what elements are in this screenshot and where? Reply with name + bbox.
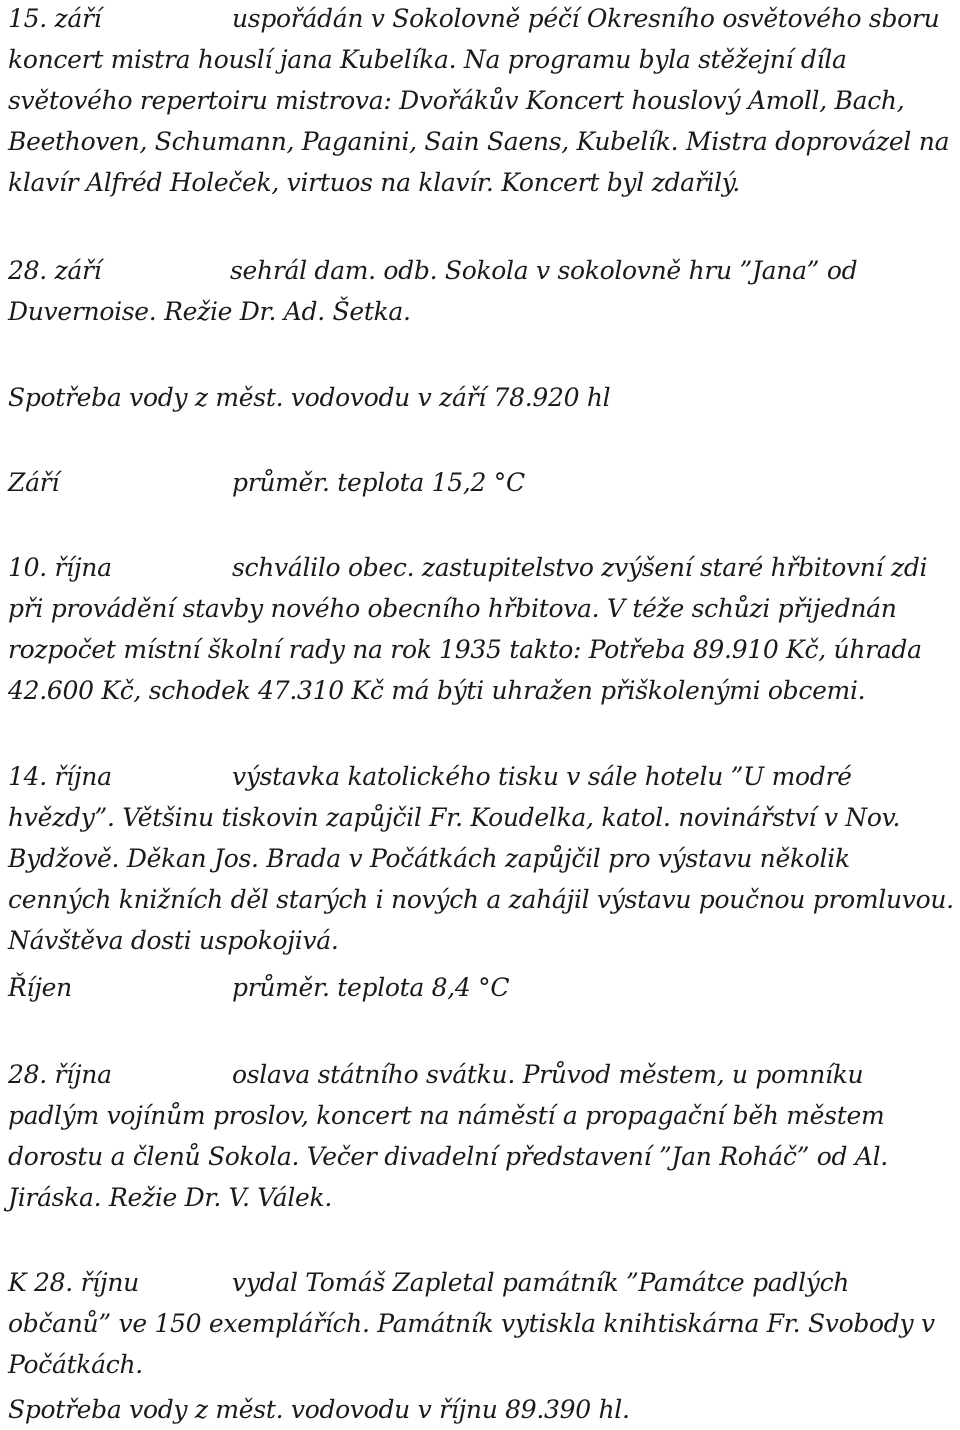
entry-text: průměr. teplota 8,4 °C <box>232 973 510 1002</box>
entry-date: 28. září <box>8 256 102 285</box>
entry-text: oslava státního svátku. Průvod městem, u pomníku padlým vojínům proslov, koncert na náměstí a propagační běh městem dorostu a členů Sokola. Večer divadelní představení ”Jan Roháč” od Al. Jiráska. Režie Dr. V. Válek. <box>8 1060 888 1212</box>
entry-text: vydal Tomáš Zapletal památník ”Památce padlých občanů” ve 150 exemplářích. Památník vytiskla knihtiskárna Fr. Svobody v Počátkách. <box>8 1268 935 1379</box>
entry-date: K 28. říjnu <box>8 1268 139 1297</box>
entry-10-rijna <box>8 547 956 711</box>
entry-date: Září <box>8 468 60 497</box>
entry-water-zari <box>8 377 956 418</box>
entry-text: sehrál dam. odb. Sokola v sokolovně hru ”Jana” od Duvernoise. Režie Dr. Ad. Šetka. <box>8 256 858 326</box>
entry-text: uspořádán v Sokolovně péčí Okresního osvětového sboru koncert mistra houslí jana Kubelíka. Na programu byla stěžejní díla světového repertoiru mistrova: Dvořákův Koncert houslový Amoll, Bach, Beethoven, Schumann, Paganini, Sain Saens, Kubelík. Mistra doprovázel na klavír Alfréd Holeček, virtuos na klavír. Koncert byl zdařilý. <box>8 4 950 197</box>
entry-temperature-rijen <box>8 967 956 1008</box>
entry-k-28-rijnu <box>8 1262 956 1385</box>
entry-date: 14. října <box>8 762 112 791</box>
entry-date: Říjen <box>8 973 72 1002</box>
entry-text: schválilo obec. zastupitelstvo zvýšení staré hřbitovní zdi při provádění stavby nového obecního hřbitova. V téže schůzi přijednán rozpočet místní školní rady na rok 1935 takto: Potřeba 89.910 Kč, úhrada 42.600 Kč, schodek 47.310 Kč má býti uhražen přiškolenými obcemi. <box>8 553 928 705</box>
entry-date: 28. října <box>8 1060 112 1089</box>
entry-date: 15. září <box>8 4 102 33</box>
entry-date: 10. října <box>8 553 112 582</box>
entry-water-rijen <box>8 1389 956 1430</box>
entry-text: výstavka katolického tisku v sále hotelu ”U modré hvězdy”. Většinu tiskovin zapůjčil Fr. Koudelka, katol. novinářství v Nov. Bydžově. Děkan Jos. Brada v Počátkách zapůjčil pro výstavu několik cenných knižních děl starých i nových a zahájil výstavu poučnou promluvou. Návštěva dosti uspokojivá. <box>8 762 954 955</box>
entry-text: Spotřeba vody z měst. vodovodu v září 78.920 hl <box>8 383 611 412</box>
entry-text: průměr. teplota 15,2 °C <box>232 468 525 497</box>
entry-15-zari <box>8 0 956 203</box>
entry-28-zari <box>8 250 956 332</box>
entry-28-rijna <box>8 1054 956 1218</box>
entry-temperature-zari <box>8 462 956 503</box>
entry-text: Spotřeba vody z měst. vodovodu v říjnu 89.390 hl. <box>8 1395 630 1424</box>
entry-14-rijna <box>8 756 956 961</box>
